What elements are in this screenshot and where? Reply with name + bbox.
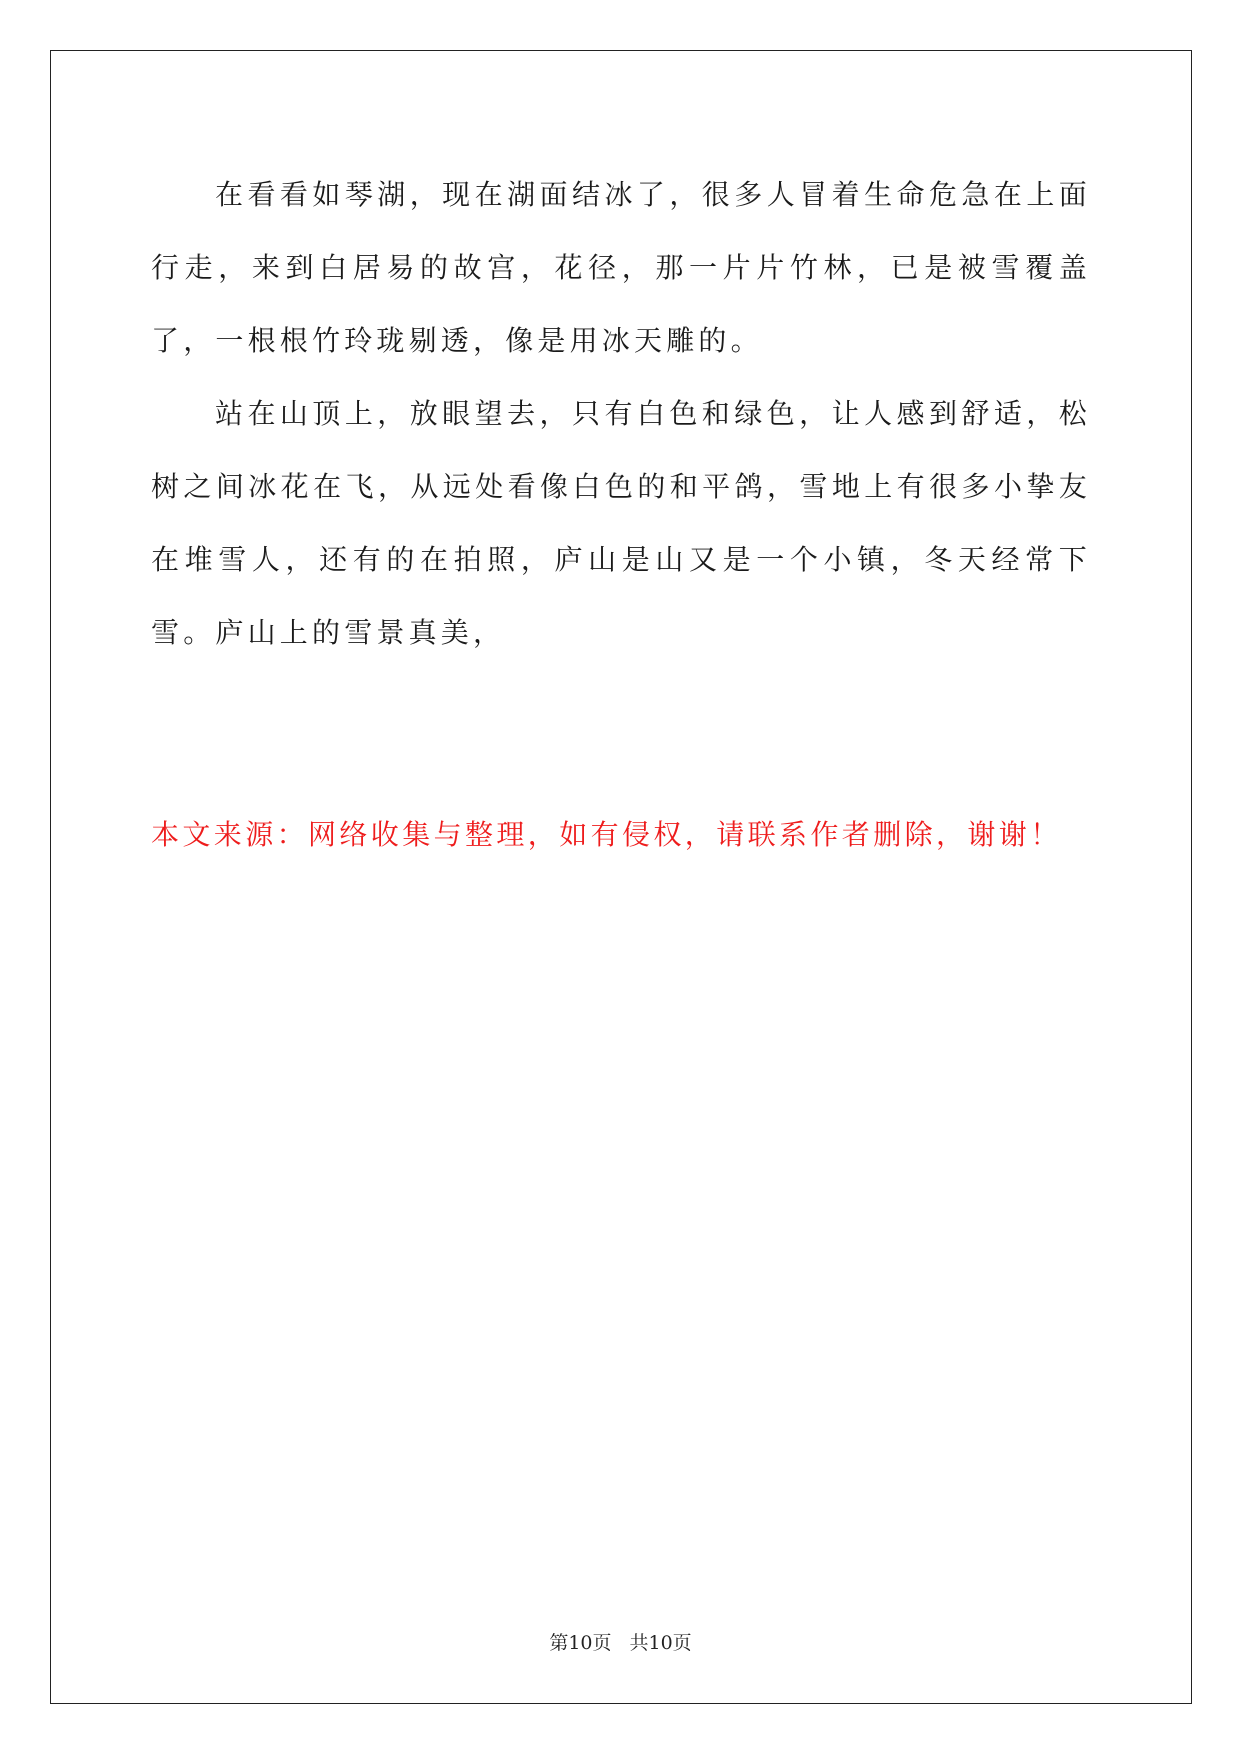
document-body (151, 158, 1091, 669)
source-disclaimer: 本文来源：网络收集与整理，如有侵权，请联系作者删除，谢谢！ (151, 818, 1062, 851)
page-total: 共10页 (629, 1632, 692, 1654)
page-footer (0, 1628, 1241, 1655)
body-paragraph-2: 站在山顶上，放眼望去，只有白色和绿色，让人感到舒适，松树之间冰花在飞，从远处看像白色的和平鸽，雪地上有很多小挚友在堆雪人，还有的在拍照，庐山是山又是一个小镇，冬天经常下雪。庐山上的雪景真美， (151, 397, 1091, 649)
body-paragraph-1: 在看看如琴湖，现在湖面结冰了，很多人冒着生命危急在上面行走，来到白居易的故宫，花径，那一片片竹林，已是被雪覆盖了，一根根竹玲珑剔透，像是用冰天雕的。 (151, 178, 1091, 357)
page-number: 第10页 (549, 1632, 612, 1654)
